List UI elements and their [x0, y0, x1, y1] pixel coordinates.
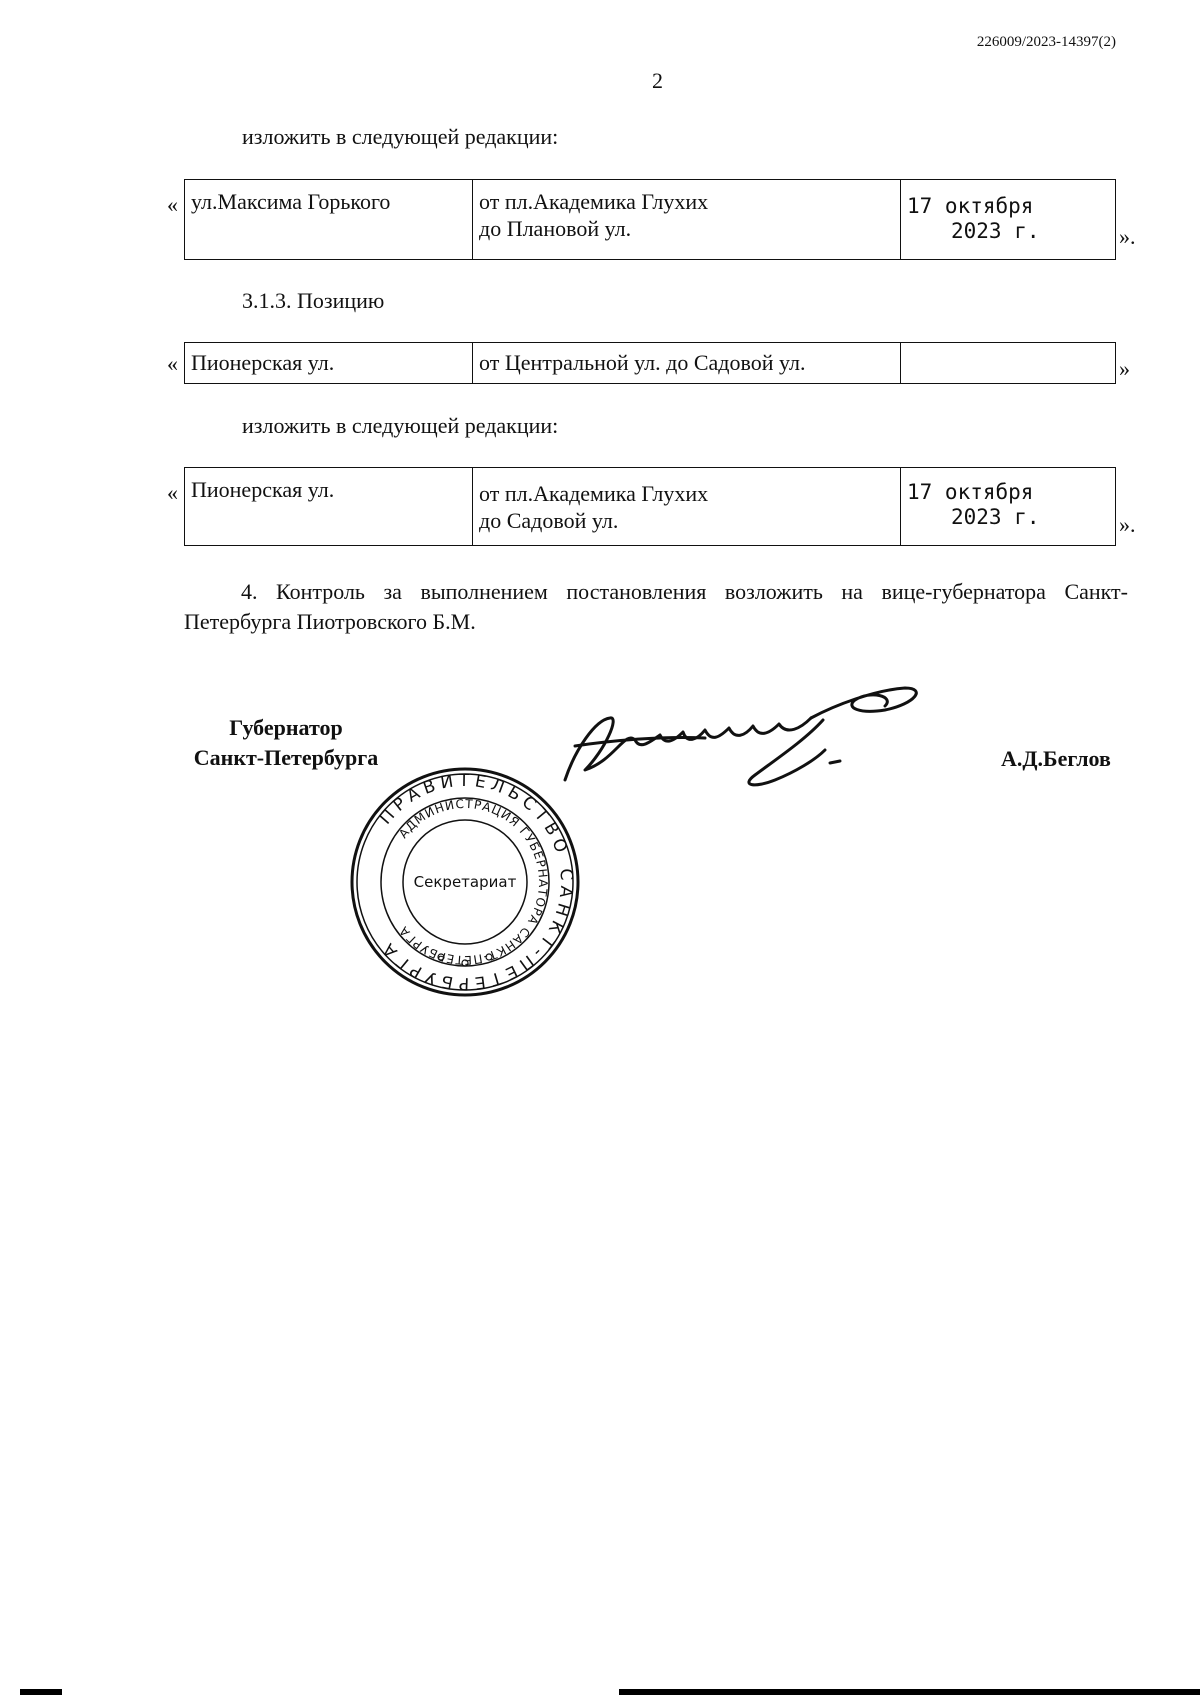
street-cell [185, 468, 473, 545]
signatory-title-line-1: Губернатор [229, 715, 343, 740]
date-cell [901, 343, 1115, 383]
street-cell [185, 343, 473, 383]
seal-inner-text: АДМИНИСТРАЦИЯ ГУБЕРНАТОРА САНКТ-ПЕТЕРБУРГА [396, 796, 551, 968]
date-cell [901, 180, 1115, 259]
scan-edge-mark-left [20, 1689, 62, 1695]
amendment-intro-1: изложить в следующей редакции: [242, 124, 559, 149]
control-paragraph: 4. Контроль за выполнением постановления возложить на вице-губернатора Санкт-Петербурга Пиотровского Б.М. [184, 579, 1128, 634]
date-cell [901, 468, 1115, 545]
street-cell [185, 180, 473, 259]
open-quote-1: « [167, 192, 178, 217]
date-line-1: 17 октября [907, 194, 1034, 218]
section-line-1: от пл.Академика Глухих [479, 481, 709, 506]
close-quote-3: ». [1119, 512, 1136, 537]
close-quote-2: » [1119, 356, 1130, 381]
section-line-1: от пл.Академика Глухих [479, 189, 709, 214]
scan-edge-mark-right [619, 1689, 1200, 1695]
signatory-name: А.Д.Беглов [1001, 746, 1111, 771]
date-line-2: 2023 г. [951, 505, 1040, 529]
amendment-intro-2: изложить в следующей редакции: [242, 413, 559, 438]
section-line-2: до Плановой ул. [479, 216, 632, 241]
handwritten-signature [555, 680, 945, 800]
page-number: 2 [652, 68, 663, 93]
date-line-2: 2023 г. [951, 219, 1040, 243]
section-text: от Центральной ул. до Садовой ул. [479, 350, 806, 375]
table-row-3 [184, 467, 1116, 546]
open-quote-3: « [167, 480, 178, 505]
open-quote-2: « [167, 351, 178, 376]
table-row-2 [184, 342, 1116, 384]
street-name: Пионерская ул. [191, 350, 335, 375]
section-line-2: до Садовой ул. [479, 508, 619, 533]
section-cell [473, 468, 901, 545]
close-quote-1: ». [1119, 224, 1136, 249]
position-heading: 3.1.3. Позицию [242, 288, 385, 313]
date-line-1: 17 октября [907, 480, 1034, 504]
street-name: Пионерская ул. [191, 477, 335, 502]
section-cell [473, 343, 901, 383]
seal-outer-text: ПРАВИТЕЛЬСТВО САНКТ-ПЕТЕРБУРГА [375, 770, 577, 994]
street-name: ул.Максима Горького [191, 189, 391, 214]
section-cell [473, 180, 901, 259]
signatory-title-line-2: Санкт-Петербурга [193, 745, 379, 770]
seal-center-text: Секретариат [413, 873, 517, 891]
table-row-1 [184, 179, 1116, 260]
document-id: 226009/2023-14397(2) [976, 34, 1116, 50]
signatory-title [176, 713, 396, 773]
official-seal [348, 765, 582, 999]
